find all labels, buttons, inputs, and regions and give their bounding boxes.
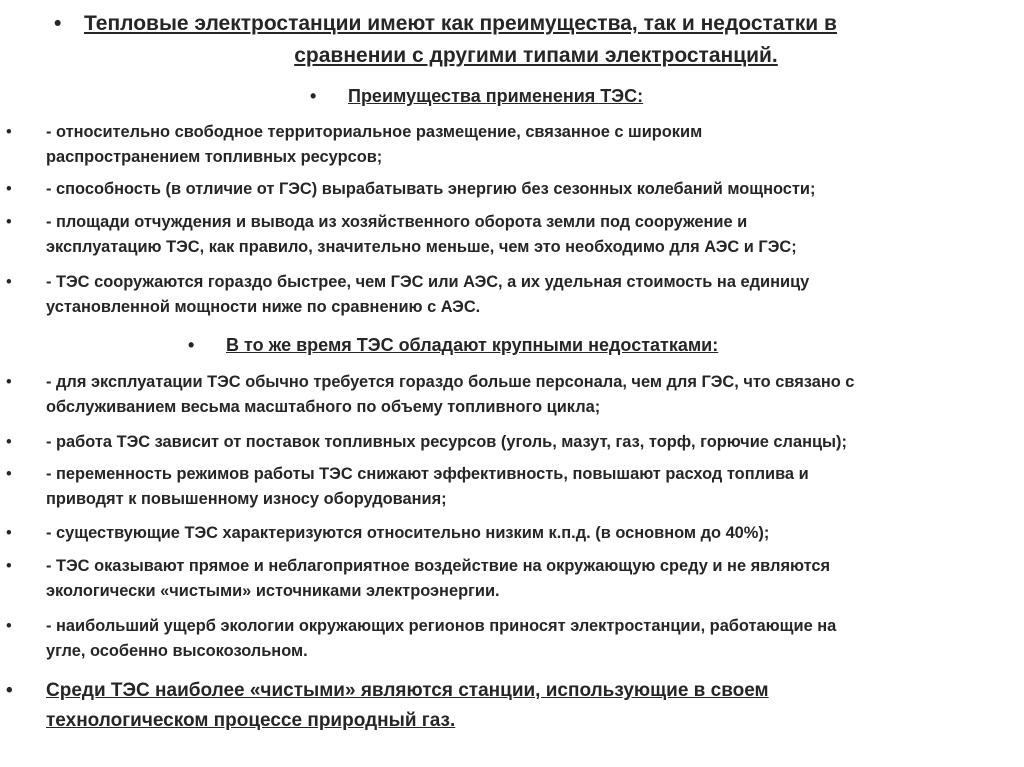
item-bullet: • [6,557,12,575]
item-bullet: • [6,273,12,291]
item-line-2: эксплуатацию ТЭС, как правило, значительно меньше, чем это необходимо для АЭС и ГЭС; [46,238,797,256]
advantage-item [6,177,1018,202]
title-bullet: • [54,12,62,35]
item-line-1: - работа ТЭС зависит от поставок топливных ресурсов (уголь, мазут, газ, торф, горючие сланцы); [46,433,847,451]
item-bullet: • [6,213,12,231]
item-line-1: - наибольший ущерб экологии окружающих регионов приносят электростанции, работающие на [46,617,837,635]
disadvantage-item [6,430,1018,455]
item-line-1: - для эксплуатации ТЭС обычно требуется гораздо больше персонала, чем для ГЭС, что связано с [46,373,855,391]
item-line-2: обслуживанием весьма масштабного по объему топливного цикла; [46,398,601,416]
disadvantages-heading-text: В то же время ТЭС обладают крупными недостатками: [226,335,719,355]
slide-title [54,8,1020,72]
item-line-1: - площади отчуждения и вывода из хозяйственного оборота земли под сооружение и [46,213,748,231]
item-line-2: установленной мощности ниже по сравнению с АЭС. [46,298,481,316]
conclusion-line-2: технологическом процессе природный газ. [46,710,456,731]
conclusion [6,676,1006,736]
conclusion-line-1: Среди ТЭС наиболее «чистыми» являются станции, использующие в своем [46,680,769,701]
item-line-1: - переменность режимов работы ТЭС снижают эффективность, повышают расход топлива и [46,465,809,483]
item-line-1: - ТЭС сооружаются гораздо быстрее, чем ГЭС или АЭС, а их удельная стоимость на единицу [46,273,810,291]
item-line-1: - относительно свободное территориальное размещение, связанное с широким [46,123,703,141]
advantages-heading-bullet: • [310,86,317,106]
disadvantages-heading [188,333,719,357]
advantages-heading [310,84,644,108]
item-line-1: - существующие ТЭС характеризуются относительно низким к.п.д. (в основном до 40%); [46,524,770,542]
item-line-1: - способность (в отличие от ГЭС) вырабатывать энергию без сезонных колебаний мощности; [46,180,816,198]
disadvantage-item [6,462,1018,512]
item-bullet: • [6,433,12,451]
conclusion-bullet: • [6,680,13,701]
disadvantage-item [6,614,1018,664]
advantage-item [6,120,1018,170]
disadvantages-heading-bullet: • [188,335,195,355]
title-line-1: Тепловые электростанции имеют как преимущества, так и недостатки в [84,12,837,35]
item-bullet: • [6,373,12,391]
item-line-2: экологически «чистыми» источниками электроэнергии. [46,582,500,600]
item-bullet: • [6,123,12,141]
item-line-2: распространением топливных ресурсов; [46,148,383,166]
disadvantage-item [6,370,1018,420]
item-bullet: • [6,617,12,635]
advantage-item [6,270,1018,320]
advantage-item [6,210,1018,260]
title-line-2: сравнении с другими типами электростанций. [294,44,778,67]
item-bullet: • [6,465,12,483]
item-line-1: - ТЭС оказывают прямое и неблагоприятное воздействие на окружающую среду и не являются [46,557,831,575]
advantages-heading-text: Преимущества применения ТЭС: [348,86,644,106]
disadvantage-item [6,554,1018,604]
item-bullet: • [6,524,12,542]
item-line-2: угле, особенно высокозольном. [46,642,308,660]
item-line-2: приводят к повышенному износу оборудования; [46,490,447,508]
item-bullet: • [6,180,12,198]
disadvantage-item [6,521,1018,546]
